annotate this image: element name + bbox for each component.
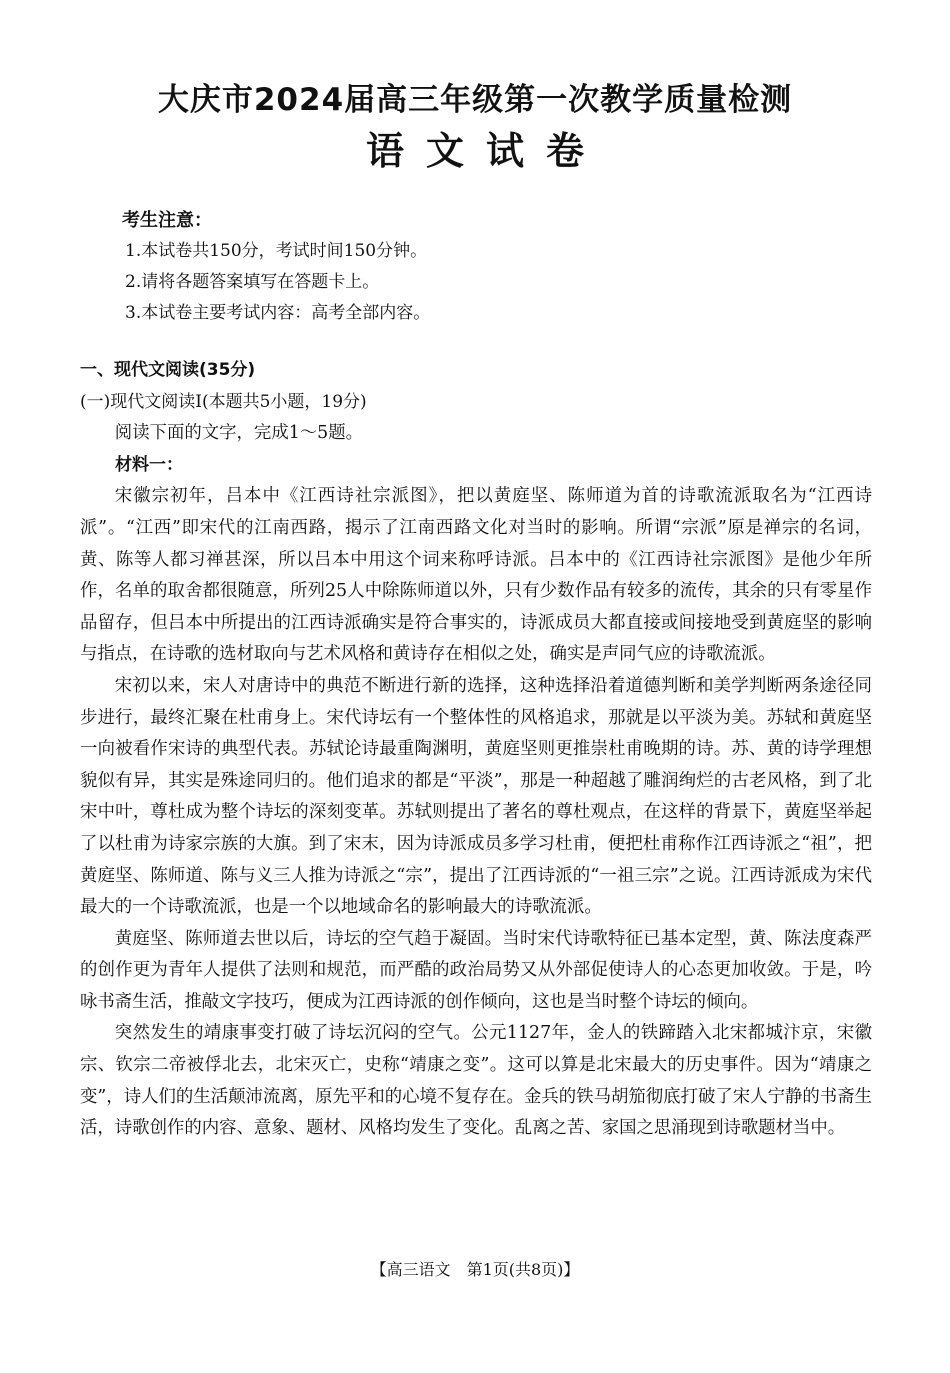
subsection-heading: (一)现代文阅读Ⅰ(本题共5小题，19分) [80,391,367,412]
notice-item: 1.本试卷共150分，考试时间150分钟。 [125,241,428,261]
article-paragraph: 宋徽宗初年，吕本中《江西诗社宗派图》，把以黄庭坚、陈师道为首的诗歌流派取名为“江西诗派”。“江西”即宋代的江南西路，揭示了江南西路文化对当时的影响。所谓“宗派”原是禅宗的名词，黄、陈等人都习禅甚深，所以吕本中用这个词来称呼诗派。吕本中的《江西诗社宗派图》是他少年所作，名单的取舍都很随意，所列25人中除陈师道以外，只有少数作品有较多的流传，其余的只有零星作品留存，但吕本中所提出的江西诗派确实是符合事实的，诗派成员大都直接或间接地受到黄庭坚的影响与指点，在诗歌的选材取向与艺术风格和黄诗存在相似之处，确实是声同气应的诗歌流派。 [80,486,872,665]
reading-section [80,355,872,1145]
article-paragraph: 黄庭坚、陈师道去世以后，诗坛的空气趋于凝固。当时宋代诗歌特征已基本定型，黄、陈法度森严的创作更为青年人提供了法则和规范，而严酷的政治局势又从外部促使诗人的心态更加收敛。于是，吟咏书斋生活，推敲文字技巧，便成为江西诗派的创作倾向，这也是当时整个诗坛的倾向。 [80,928,872,1012]
candidate-notice [122,205,822,329]
page-footer: 【高三语文 第1页(共8页)】 [370,1260,580,1279]
material-label: 材料一： [115,454,183,475]
article-paragraph: 突然发生的靖康事变打破了诗坛沉闷的空气。公元1127年，金人的铁蹄踏入北宋都城汴京，宋徽宗、钦宗二帝被俘北去，北宋灭亡，史称“靖康之变”。这可以算是北宋最大的历史事件。因为“靖康之变”，诗人们的生活颠沛流离，原先平和的心境不复存在。金兵的铁马胡笳彻底打破了宋人宁静的书斋生活，诗歌创作的内容、意象、题材、风格均发生了变化。乱离之苦、家国之思涌现到诗歌题材当中。 [80,1023,872,1139]
notice-heading: 考生注意： [122,210,212,231]
section-heading: 一、现代文阅读(35分) [80,360,256,380]
article-paragraph: 宋初以来，宋人对唐诗中的典范不断进行新的选择，这种选择沿着道德判断和美学判断两条途径同步进行，最终汇聚在杜甫身上。宋代诗坛有一个整体性的风格追求，那就是以平淡为美。苏轼和黄庭坚一向被看作宋诗的典型代表。苏轼论诗最重陶渊明，黄庭坚则更推崇杜甫晚期的诗。苏、黄的诗学理想貌似有异，其实是殊途同归的。他们追求的都是“平淡”，那是一种超越了雕润绚烂的古老风格，到了北宋中叶，尊杜成为整个诗坛的深刻变革。苏轼则提出了著名的尊杜观点，在这样的背景下，黄庭坚举起了以杜甫为诗家宗族的大旗。到了宋末，因为诗派成员多学习杜甫，便把杜甫称作江西诗派之“祖”，把黄庭坚、陈师道、陈与义三人推为诗派之“宗”，提出了江西诗派的“一祖三宗”之说。江西诗派成为宋代最大的一个诗歌流派，也是一个以地域命名的影响最大的诗歌流派。 [80,675,872,918]
exam-title: 大庆市2024届高三年级第一次教学质量检测 [157,82,793,118]
exam-subtitle: 语文试卷 [365,129,606,173]
notice-item: 3.本试卷主要考试内容：高考全部内容。 [125,303,431,323]
reading-instruction: 阅读下面的文字，完成1～5题。 [114,423,364,444]
notice-item: 2.请将各题答案填写在答题卡上。 [125,272,380,292]
